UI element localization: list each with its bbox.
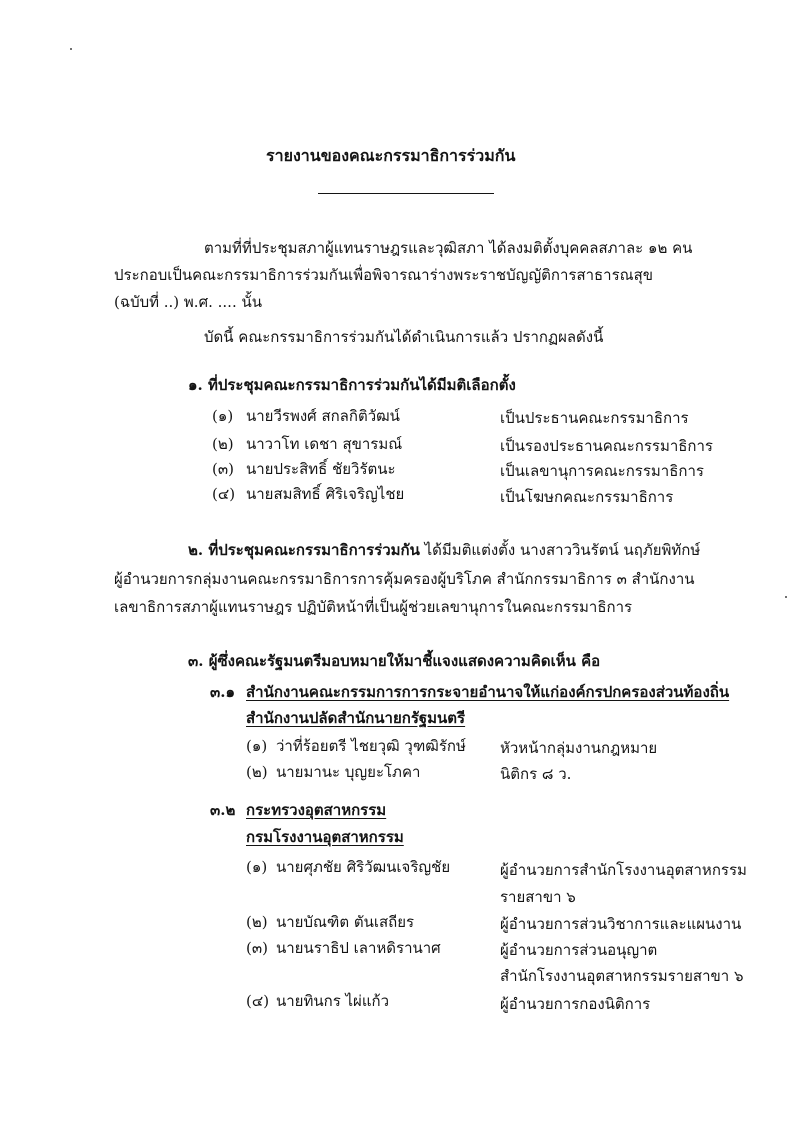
member-role: เป็นเลขานุการคณะกรรมาธิการ bbox=[500, 462, 704, 480]
subsection-parent-org: สำนักงานปลัดสำนักนายกรัฐมนตรี bbox=[246, 709, 466, 727]
intro-line-1: ตามที่ที่ประชุมสภาผู้แทนราษฎรและวุฒิสภา ได้ลงมติตั้งบุคคลสภาละ ๑๒ คน bbox=[204, 239, 693, 257]
person-number: (๔) bbox=[246, 992, 270, 1010]
section-2-line-2: ผู้อำนวยการกลุ่มงานคณะกรรมาธิการการคุ้มครองผู้บริโภค สำนักกรรมาธิการ ๓ สำนักงาน bbox=[114, 570, 695, 588]
member-name: นายสมสิทธิ์ ศิริเจริญไชย bbox=[246, 485, 405, 503]
subsection-number: ๓.๑ bbox=[210, 683, 235, 701]
subsection-org: กระทรวงอุตสาหกรรม bbox=[246, 801, 387, 819]
person-name: นายบัณฑิต ตันเสถียร bbox=[276, 913, 415, 931]
subsection-parent-org: กรมโรงงานอุตสาหกรรม bbox=[246, 828, 404, 846]
person-role: นิติกร ๘ ว. bbox=[500, 765, 572, 783]
subsection-org: สำนักงานคณะกรรมการการกระจายอำนาจให้แก่องค์กรปกครองส่วนท้องถิ่น bbox=[246, 683, 730, 701]
intro-line-3: (ฉบับที่ ..) พ.ศ. .... นั้น bbox=[114, 293, 262, 311]
scan-speck bbox=[70, 48, 72, 50]
person-role-continued: สำนักโรงงานอุตสาหกรรมรายสาขา ๖ bbox=[500, 967, 744, 985]
subsection-number: ๓.๒ bbox=[210, 801, 236, 819]
member-number: (๒) bbox=[212, 435, 234, 453]
member-role: เป็นประธานคณะกรรมาธิการ bbox=[500, 409, 689, 427]
person-name: นายนราธิป เลาหดิรานาศ bbox=[276, 939, 441, 957]
member-name: นาวาโท เดชา สุขารมณ์ bbox=[246, 435, 403, 453]
section-2-line-3: เลขาธิการสภาผู้แทนราษฎร ปฏิบัติหน้าที่เป็นผู้ช่วยเลขานุการในคณะกรรมาธิการ bbox=[114, 598, 633, 616]
member-number: (๔) bbox=[212, 485, 236, 503]
person-role: ผู้อำนวยการสำนักโรงงานอุตสาหกรรม bbox=[500, 861, 747, 879]
section-3-heading: ๓. ผู้ซึ่งคณะรัฐมนตรีมอบหมายให้มาชี้แจงแสดงความคิดเห็น คือ bbox=[188, 652, 601, 670]
section-1-heading: ๑. ที่ประชุมคณะกรรมาธิการร่วมกันได้มีมติเลือกตั้ง bbox=[188, 376, 516, 394]
person-name: นายทินกร ไผ่แก้ว bbox=[276, 992, 390, 1010]
member-number: (๑) bbox=[212, 407, 234, 425]
person-number: (๑) bbox=[246, 737, 268, 755]
member-number: (๓) bbox=[212, 460, 234, 478]
person-role: หัวหน้ากลุ่มงานกฎหมาย bbox=[500, 739, 658, 757]
document-title: รายงานของคณะกรรมาธิการร่วมกัน bbox=[266, 146, 516, 165]
section-2-heading: ๒. ที่ประชุมคณะกรรมาธิการร่วมกัน bbox=[188, 541, 420, 559]
person-role: ผู้อำนวยการส่วนอนุญาต bbox=[500, 941, 658, 959]
person-name: ว่าที่ร้อยตรี ไชยวุฒิ วุฑฒิรักษ์ bbox=[276, 737, 466, 755]
person-role-continued: รายสาขา ๖ bbox=[500, 888, 576, 906]
person-number: (๓) bbox=[246, 939, 268, 957]
status-line: บัดนี้ คณะกรรมาธิการร่วมกันได้ดำเนินการแล้ว ปรากฏผลดังนี้ bbox=[204, 328, 604, 346]
person-role: ผู้อำนวยการส่วนวิชาการและแผนงาน bbox=[500, 915, 742, 933]
person-number: (๒) bbox=[246, 763, 268, 781]
member-role: เป็นรองประธานคณะกรรมาธิการ bbox=[500, 437, 713, 455]
person-name: นายศุภชัย ศิริวัฒนเจริญชัย bbox=[276, 858, 451, 876]
member-name: นายประสิทธิ์ ชัยวิรัตนะ bbox=[246, 460, 396, 478]
member-name: นายวีรพงศ์ สกลกิติวัฒน์ bbox=[246, 407, 400, 425]
scan-speck bbox=[785, 596, 787, 598]
person-number: (๒) bbox=[246, 913, 268, 931]
person-role: ผู้อำนวยการกองนิติการ bbox=[500, 995, 651, 1013]
person-name: นายมานะ บุญยะโภคา bbox=[276, 763, 421, 781]
member-role: เป็นโฆษกคณะกรรมาธิการ bbox=[500, 488, 674, 506]
section-2-line-1 bbox=[188, 540, 700, 560]
intro-line-2: ประกอบเป็นคณะกรรมาธิการร่วมกันเพื่อพิจารณาร่างพระราชบัญญัติการสาธารณสุข bbox=[114, 266, 653, 284]
person-number: (๑) bbox=[246, 858, 268, 876]
title-divider bbox=[318, 193, 494, 194]
section-2-appointment: ได้มีมติแต่งตั้ง นางสาววินรัตน์ นฤภัยพิทักษ์ bbox=[419, 541, 701, 559]
